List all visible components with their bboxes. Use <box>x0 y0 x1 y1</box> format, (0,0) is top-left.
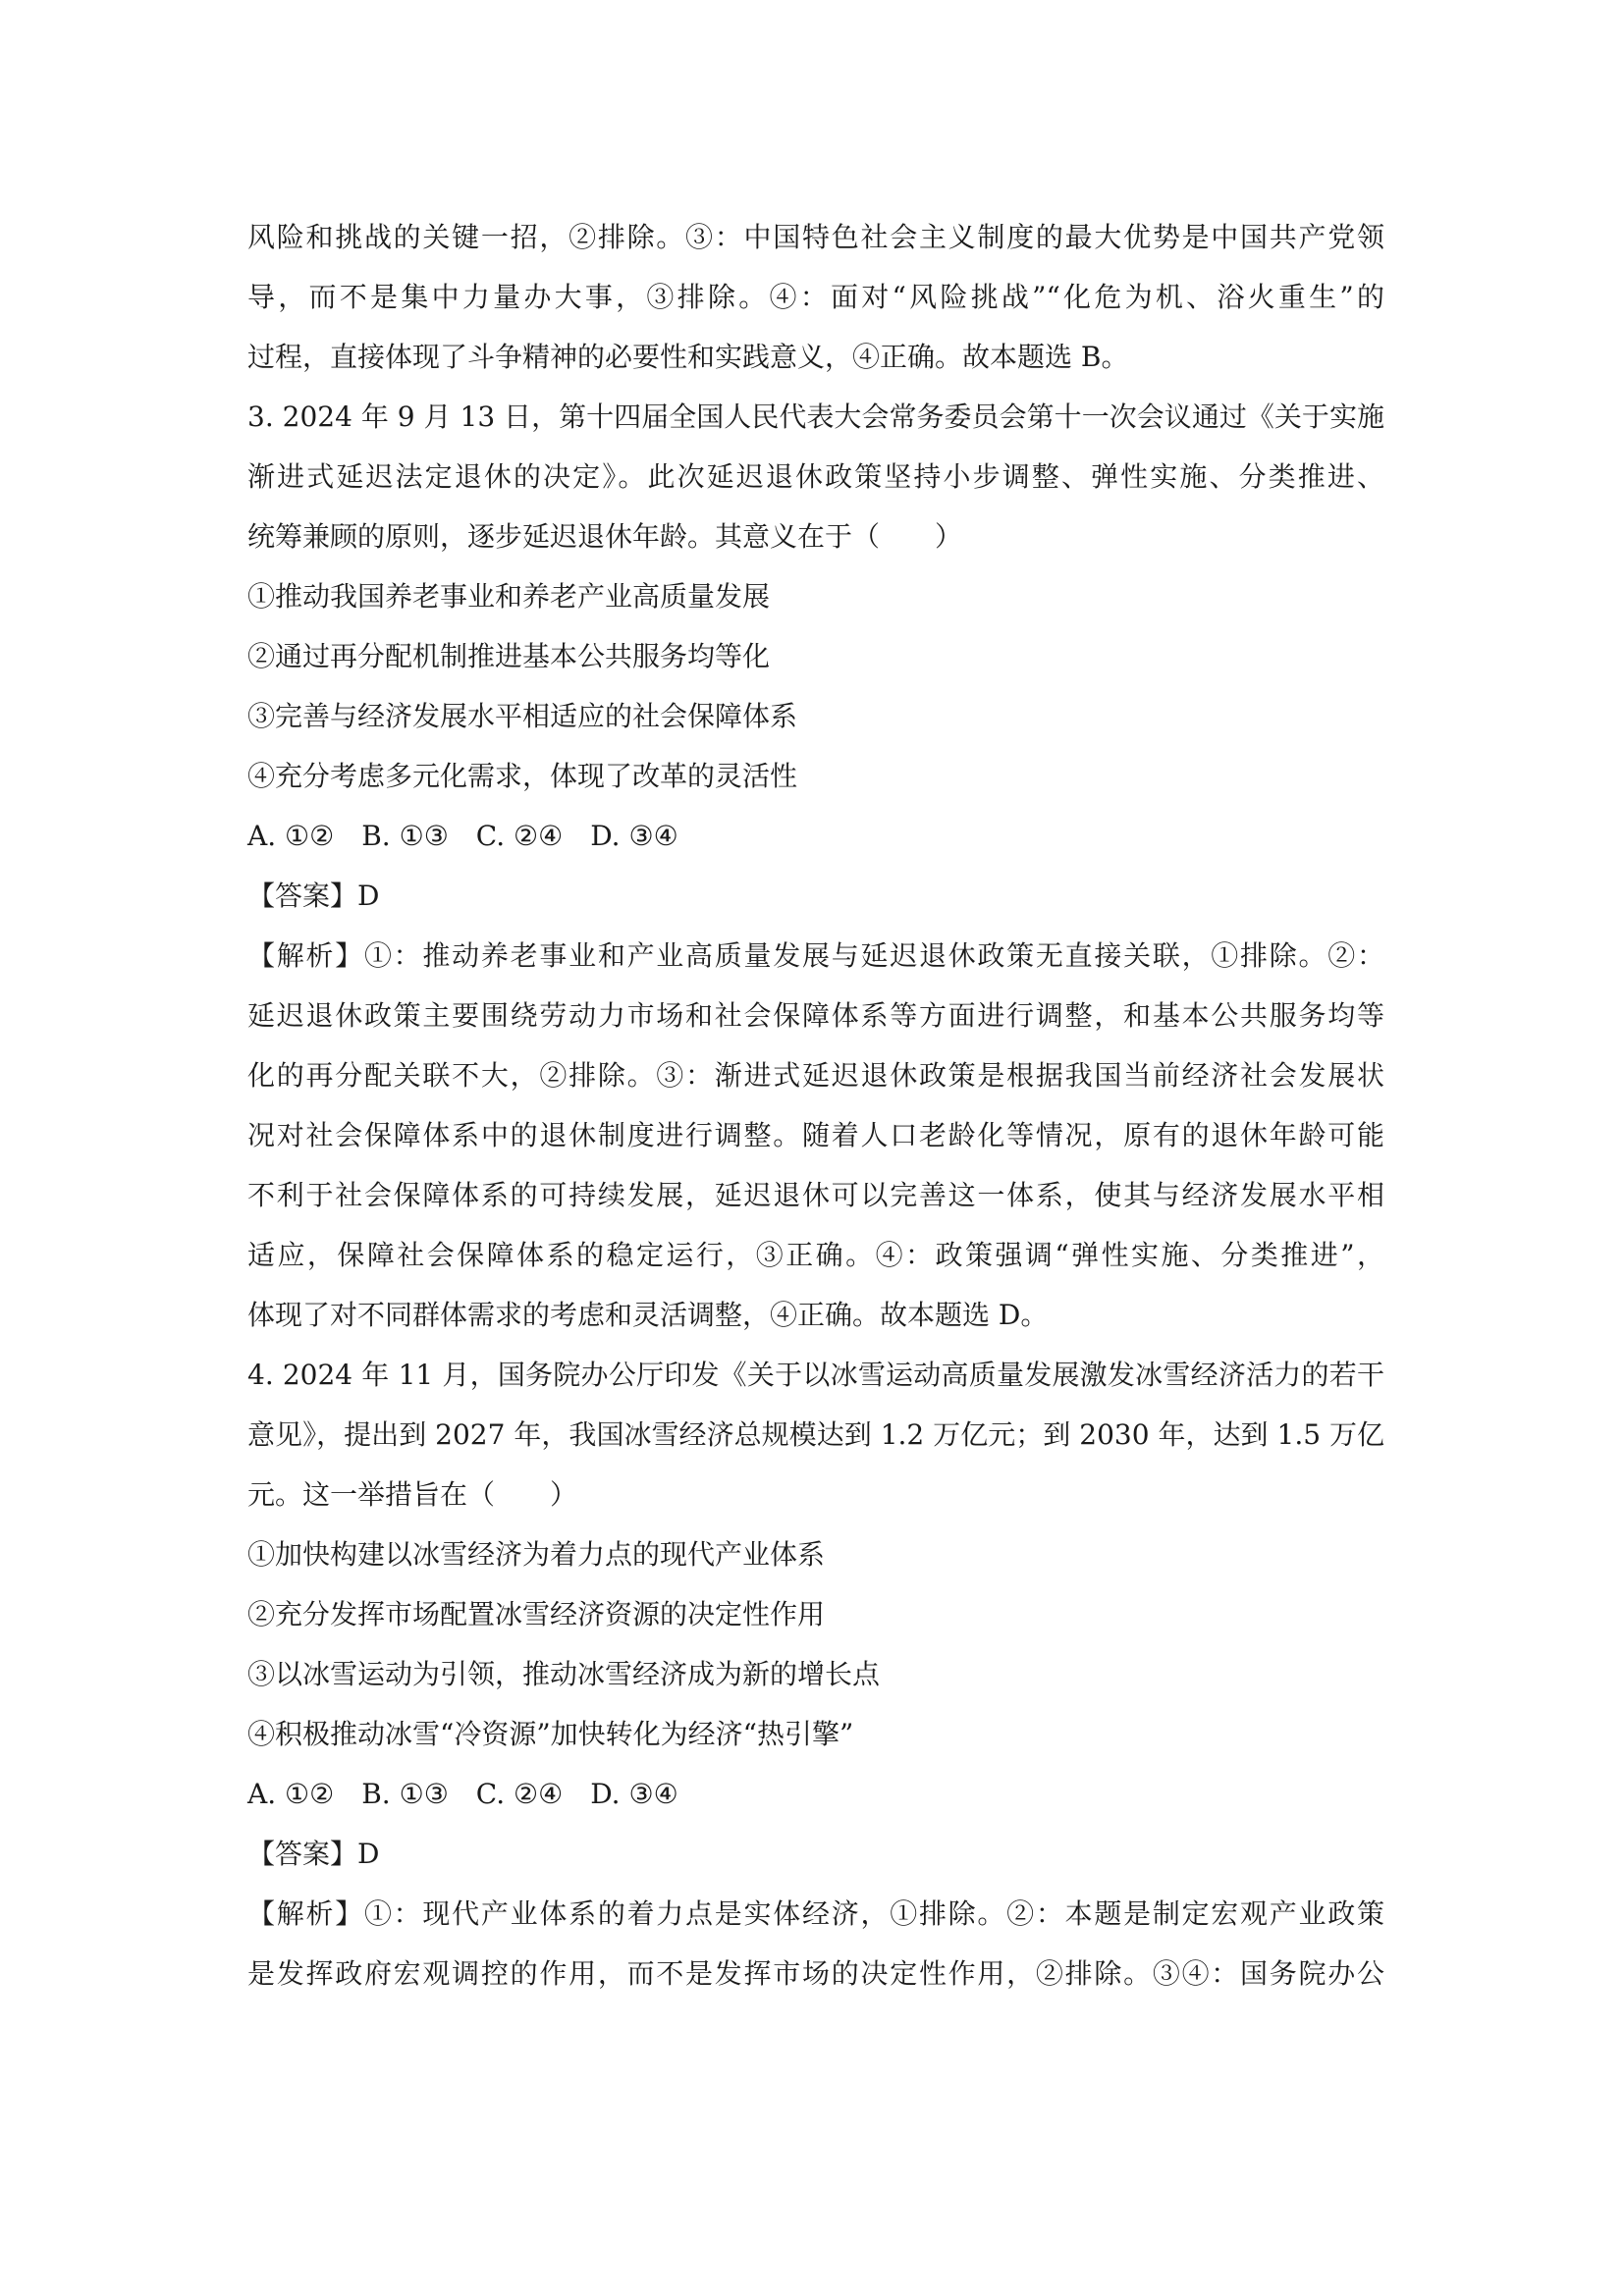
text-line: 意见》，提出到 2027 年，我国冰雪经济总规模达到 1.2 万亿元；到 2030 年，达到 1.5 万亿 <box>247 1418 1384 1451</box>
text-line: 统筹兼顾的原则，逐步延迟退休年龄。其意义在于（ ） <box>247 520 963 553</box>
option-statement: ②充分发挥市场配置冰雪经济资源的决定性作用 <box>247 1598 826 1630</box>
analysis-line: 是发挥政府宏观调控的作用，而不是发挥市场的决定性作用，②排除。③④：国务院办公 <box>247 1957 1384 1990</box>
analysis-line: 体现了对不同群体需求的考虑和灵活调整，④正确。故本题选 D。 <box>247 1299 1049 1331</box>
text-line: 导，而不是集中力量办大事，③排除。④：面对“风险挑战”“化危为机、浴火重生”的 <box>247 281 1384 313</box>
option-statement: ③以冰雪运动为引领，推动冰雪经济成为新的增长点 <box>247 1658 881 1690</box>
text-line: 过程，直接体现了斗争精神的必要性和实践意义，④正确。故本题选 B。 <box>247 341 1129 373</box>
analysis-line: 【解析】①：推动养老事业和产业高质量发展与延迟退休政策无直接关联，①排除。②： <box>247 939 1384 972</box>
option-statement: ④积极推动冰雪“冷资源”加快转化为经济“热引擎” <box>247 1718 854 1750</box>
option-statement: ③完善与经济发展水平相适应的社会保障体系 <box>247 700 798 732</box>
option-statement: ①加快构建以冰雪经济为着力点的现代产业体系 <box>247 1538 826 1571</box>
option-statement: ①推动我国养老事业和养老产业高质量发展 <box>247 580 771 613</box>
analysis-line: 不利于社会保障体系的可持续发展，延迟退休可以完善这一体系，使其与经济发展水平相 <box>247 1179 1384 1211</box>
text-line: 渐进式延迟法定退休的决定》。此次延迟退休政策坚持小步调整、弹性实施、分类推进、 <box>247 460 1384 493</box>
answer-choices: A. ①② B. ①③ C. ②④ D. ③④ <box>247 1778 678 1810</box>
answer-label: 【答案】D <box>247 880 380 912</box>
text-line: 元。这一举措旨在（ ） <box>247 1478 578 1511</box>
text-line: 风险和挑战的关键一招，②排除。③：中国特色社会主义制度的最大优势是中国共产党领 <box>247 221 1384 253</box>
analysis-line: 【解析】①：现代产业体系的着力点是实体经济，①排除。②：本题是制定宏观产业政策 <box>247 1897 1384 1930</box>
analysis-line: 延迟退休政策主要围绕劳动力市场和社会保障体系等方面进行调整，和基本公共服务均等 <box>247 999 1384 1032</box>
analysis-line: 化的再分配关联不大，②排除。③：渐进式延迟退休政策是根据我国当前经济社会发展状 <box>247 1059 1384 1092</box>
answer-choices: A. ①② B. ①③ C. ②④ D. ③④ <box>247 820 678 852</box>
analysis-line: 适应，保障社会保障体系的稳定运行，③正确。④：政策强调“弹性实施、分类推进”， <box>247 1239 1384 1271</box>
analysis-line: 况对社会保障体系中的退休制度进行调整。随着人口老龄化等情况，原有的退休年龄可能 <box>247 1119 1384 1151</box>
option-statement: ④充分考虑多元化需求，体现了改革的灵活性 <box>247 760 798 792</box>
question-4-stem: 4. 2024 年 11 月，国务院办公厅印发《关于以冰雪运动高质量发展激发冰雪经济活力的若干 <box>247 1359 1384 1391</box>
option-statement: ②通过再分配机制推进基本公共服务均等化 <box>247 640 771 672</box>
question-3-stem: 3. 2024 年 9 月 13 日，第十四届全国人民代表大会常务委员会第十一次会议通过《关于实施 <box>247 400 1384 433</box>
answer-label: 【答案】D <box>247 1838 380 1870</box>
